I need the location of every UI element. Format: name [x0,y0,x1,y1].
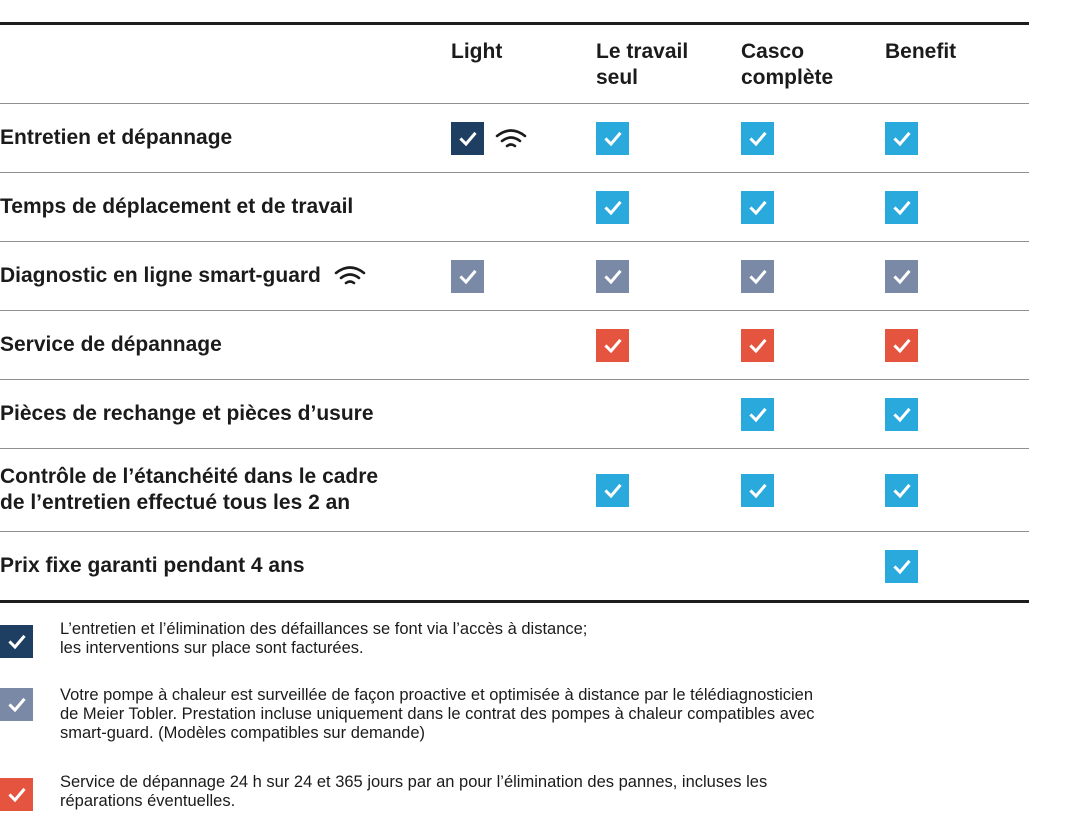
check-slate-icon [741,260,774,293]
cell-le-travail-seul [596,122,629,155]
table-row [0,532,1029,603]
wifi-icon [333,265,367,287]
wifi-icon [494,128,528,150]
cell-le-travail-seul [596,329,629,362]
cell-benefit [885,474,918,507]
row-label [0,263,367,289]
check-cyan-icon [885,550,918,583]
legend-check-coral-icon [0,778,33,811]
legend-text [60,773,1030,811]
row-label-line: Entretien et dépannage [0,126,233,149]
cell-casco-complete [741,260,774,293]
cell-casco-complete [741,398,774,431]
check-cyan-icon [741,398,774,431]
legend-text-line: de Meier Tobler. Prestation incluse uniquement dans le contrat des pompes à chaleur compatibles avec [60,705,815,723]
column-header-le-travail-seul: Le travail seul [596,40,689,89]
cell-le-travail-seul [596,474,629,507]
check-cyan-icon [885,474,918,507]
legend-text-line: les interventions sur place sont facturées. [60,639,364,657]
row-label-line: Service de dépannage [0,333,222,356]
check-coral-icon [741,329,774,362]
check-cyan-icon [596,474,629,507]
check-cyan-icon [596,122,629,155]
row-label [0,464,378,516]
legend-text-line: Votre pompe à chaleur est surveillée de façon proactive et optimisée à distance par le télédiagnosticien [60,686,814,704]
row-label [0,125,232,151]
check-cyan-icon [885,191,918,224]
table-row [0,173,1029,242]
row-label-line: Prix fixe garanti pendant 4 ans [0,554,305,577]
check-cyan-icon [741,191,774,224]
check-navy-icon [451,122,484,155]
cell-benefit [885,550,918,583]
legend-check-navy-icon [0,625,33,658]
check-cyan-icon [885,398,918,431]
cell-benefit [885,398,918,431]
cell-light [451,260,484,293]
row-label [0,194,353,220]
check-slate-icon [885,260,918,293]
legend-text-line: réparations éventuelles. [60,792,236,810]
check-coral-icon [596,329,629,362]
cell-casco-complete [741,329,774,362]
check-slate-icon [596,260,629,293]
table-row [0,311,1029,380]
legend-text-line: Service de dépannage 24 h sur 24 et 365 jours par an pour l’élimination des pannes, incluses les [60,773,768,791]
column-header-benefit: Benefit [885,40,957,63]
column-header-light: Light [451,40,503,63]
table-row [0,449,1029,532]
row-label [0,401,374,427]
legend-text [60,686,1030,743]
row-label [0,332,222,358]
check-slate-icon [451,260,484,293]
legend-text [60,620,1030,658]
table-header-row [0,25,1029,104]
cell-benefit [885,329,918,362]
row-label-line: Temps de déplacement et de travail [0,195,354,218]
cell-casco-complete [741,122,774,155]
cell-benefit [885,122,918,155]
check-cyan-icon [596,191,629,224]
row-label [0,553,305,579]
comparison-table [0,22,1029,603]
column-header-casco-complete: Casco complète [741,40,834,89]
cell-casco-complete [741,191,774,224]
legend-check-slate-icon [0,688,33,721]
cell-le-travail-seul [596,260,629,293]
cell-casco-complete [741,474,774,507]
check-coral-icon [885,329,918,362]
legend-text-line: L’entretien et l’élimination des défaillances se font via l’accès à distance; [60,620,588,638]
cell-benefit [885,191,918,224]
row-label-line: de l’entretien effectué tous les 2 an [0,491,351,514]
check-cyan-icon [741,474,774,507]
table-row [0,380,1029,449]
table-row [0,104,1029,173]
row-label-line: Contrôle de l’étanchéité dans le cadre [0,465,379,488]
check-cyan-icon [885,122,918,155]
row-label-line: Diagnostic en ligne smart-guard [0,264,321,287]
cell-light [451,122,528,155]
row-label-line: Pièces de rechange et pièces d’usure [0,402,374,425]
legend-text-line: smart-guard. (Modèles compatibles sur demande) [60,724,425,742]
check-cyan-icon [741,122,774,155]
table-row [0,242,1029,311]
cell-benefit [885,260,918,293]
cell-le-travail-seul [596,191,629,224]
